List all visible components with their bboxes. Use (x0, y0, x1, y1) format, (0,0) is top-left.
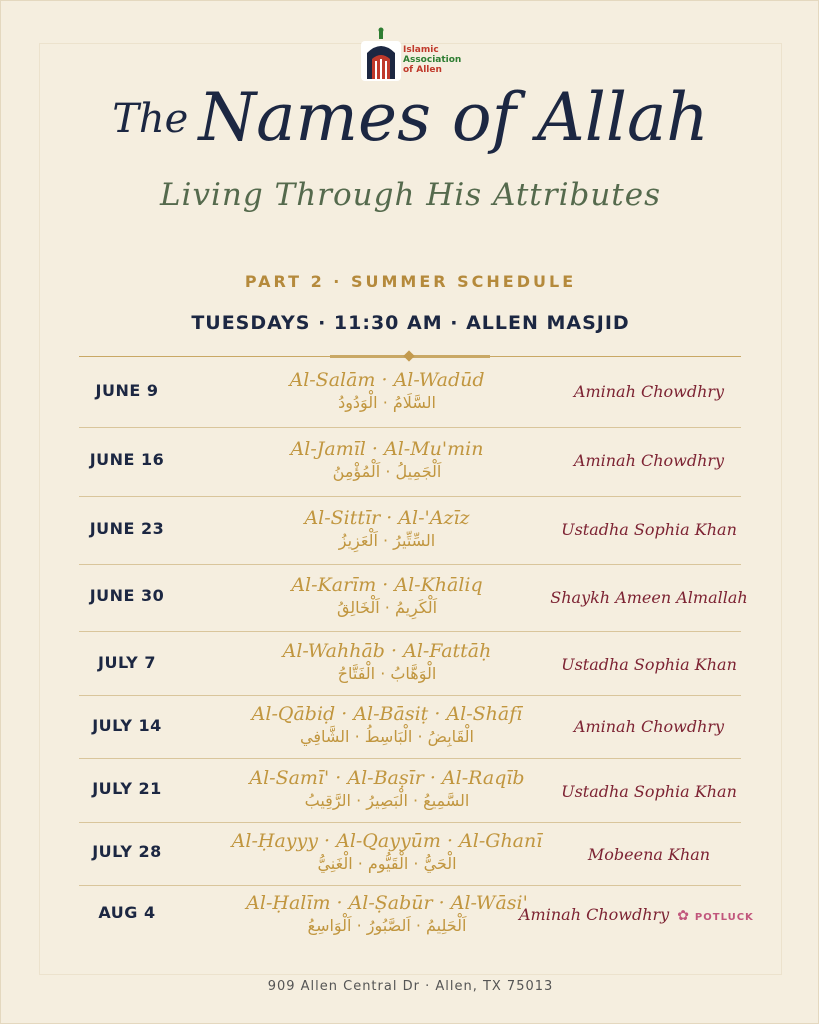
row-names (227, 640, 547, 683)
row-names-arabic: اَلْجَمِيلُ · اَلْمُؤْمِنُ (332, 462, 442, 481)
row-names (227, 574, 547, 617)
row-speaker: Ustadha Sophia Khan (561, 782, 737, 801)
row-speaker: Mobeena Khan (587, 845, 711, 864)
page-title (1, 79, 819, 156)
row-names-latin: Al-Salām · Al-Wadūd (289, 369, 485, 391)
row-names (227, 767, 547, 810)
row-names-latin: Al-Jamīl · Al-Mu'min (290, 438, 484, 460)
row-names-latin: Al-Wahhāb · Al-Fattāḥ (282, 640, 492, 662)
row-speaker: Shaykh Ameen Almallah (550, 588, 748, 607)
row-names (227, 507, 547, 550)
row-names-arabic: الْحَيُّ · الْقَيُّوم · الْغَنِيُّ (317, 854, 457, 873)
flower-icon: ✿ (677, 908, 689, 924)
row-date: JULY 14 (92, 716, 162, 735)
row-names-latin: Al-Samī' · Al-Baṣīr · Al-Raqīb (249, 767, 525, 789)
page-subtitle: Living Through His Attributes (159, 177, 662, 213)
schedule-time-location: TUESDAYS · 11:30 AM · ALLEN MASJID (191, 312, 630, 334)
potluck-badge: POTLUCK (694, 912, 754, 923)
logo-line-2: Association (403, 55, 462, 65)
row-names-latin: Al-Ḥalīm · Al-Ṣabūr · Al-Wāsi' (246, 892, 528, 914)
logo (361, 27, 463, 81)
row-names-latin: Al-Sittīr · Al-'Azīz (304, 507, 470, 529)
row-date: JULY 28 (92, 842, 162, 861)
row-names-arabic: السَّلَامُ · الْوَدُودُ (338, 393, 436, 412)
row-names-arabic: الْقَابِضُ · الْبَاسِطُ · الشَّافِي (300, 727, 474, 746)
row-speaker: Aminah Chowdhry (573, 717, 725, 736)
schedule-row (79, 359, 741, 428)
row-date: JUNE 9 (95, 381, 159, 400)
row-names-arabic: اَلْكَرِيمُ · اَلْخَالِقُ (336, 598, 438, 617)
schedule-row (79, 497, 741, 565)
row-speaker: Aminah Chowdhry (573, 451, 725, 470)
logo-line-1: Islamic (403, 45, 439, 55)
schedule-row (79, 565, 748, 632)
row-speaker: Ustadha Sophia Khan (561, 520, 737, 539)
row-names-latin: Al-Qābiḍ · Al-Bāsiṭ · Al-Shāfī (251, 703, 523, 725)
row-date: JUNE 16 (89, 450, 165, 469)
row-names (227, 892, 547, 935)
schedule-row (79, 759, 741, 823)
row-date: JULY 21 (92, 779, 162, 798)
schedule-row (79, 632, 741, 696)
title-main: Names of Allah (198, 79, 709, 156)
title-the: The (112, 96, 189, 142)
row-speaker: Aminah Chowdhry (573, 382, 725, 401)
schedule-row (79, 886, 754, 954)
row-names (227, 438, 547, 481)
logo-line-3: of Allen (403, 65, 442, 75)
row-date: JUNE 30 (89, 586, 165, 605)
row-date: AUG 4 (98, 903, 156, 922)
row-speaker: Aminah Chowdhry (519, 905, 670, 924)
schedule-part-label: PART 2 · SUMMER SCHEDULE (244, 272, 577, 291)
schedule-row (79, 428, 741, 497)
row-speaker: Ustadha Sophia Khan (561, 655, 737, 674)
row-names (227, 369, 547, 412)
row-names-arabic: اَلْحَلِيمُ · اَلصَّبُورُ · اَلْوَاسِعُ (307, 916, 467, 935)
row-date: JULY 7 (98, 653, 156, 672)
row-names-arabic: السَّمِيعُ · الْبَصِيرُ · الرَّقِيبُ (304, 791, 470, 810)
row-names-latin: Al-Ḥayyy · Al-Qayyūm · Al-Ghanī (231, 830, 543, 852)
row-names-arabic: الْوَهَّابُ · الْفَتَّاحُ (337, 664, 437, 683)
row-names-arabic: السِّتِّيرُ · اَلْعَزِيزُ (338, 531, 436, 550)
row-names (227, 830, 547, 873)
row-date: JUNE 23 (89, 519, 165, 538)
row-speaker-with-note (519, 905, 754, 924)
address: 909 Allen Central Dr · Allen, TX 75013 (267, 979, 554, 994)
row-names (227, 703, 547, 746)
schedule-row (79, 823, 741, 886)
mosque-logo-icon (361, 27, 401, 81)
schedule-row (79, 696, 741, 759)
row-names-latin: Al-Karīm · Al-Khāliq (291, 574, 483, 596)
